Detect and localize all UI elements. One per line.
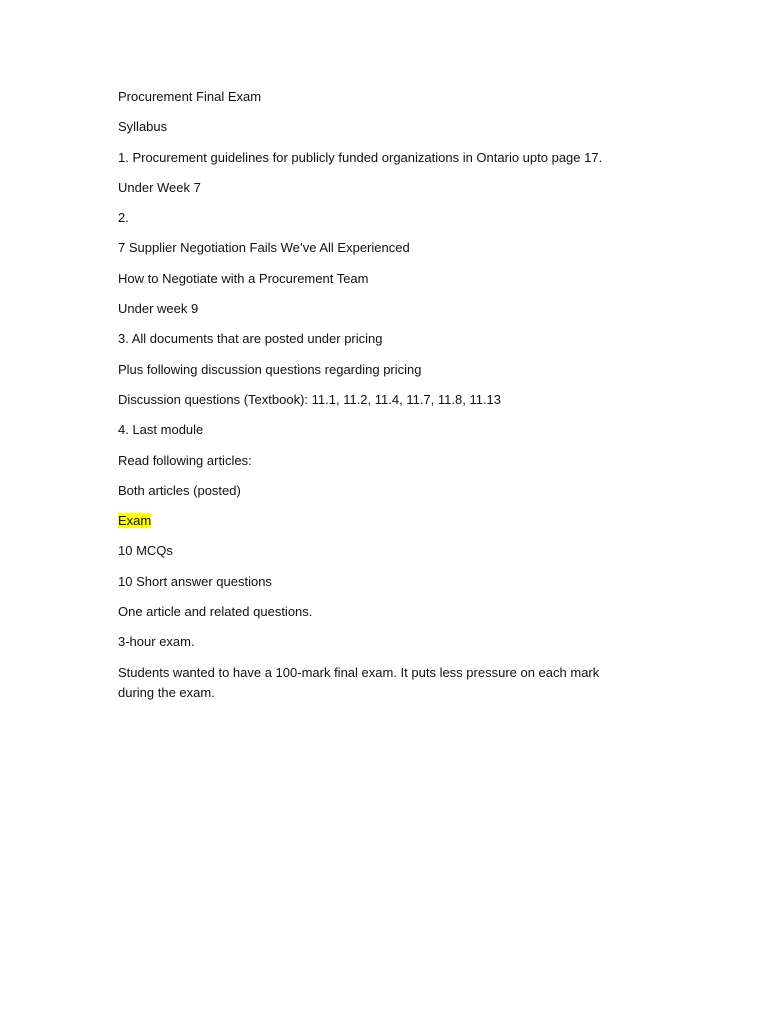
syllabus-note [118,481,633,502]
syllabus-item-1 [118,148,633,169]
paragraph-text: 10 MCQs [118,543,173,559]
paragraph-text: Plus following discussion questions regarding pricing [118,361,422,377]
section-heading-syllabus [118,117,633,138]
exam-detail [118,541,633,562]
paragraph-text: 4. Last module [118,422,204,438]
paragraph-text: 7 Supplier Negotiation Fails We’ve All Experienced [118,240,410,256]
syllabus-item-4 [118,420,633,441]
syllabus-note [118,451,633,472]
exam-note [118,663,633,704]
week-label [118,299,633,320]
paragraph-text: Under week 9 [118,301,199,317]
paragraph-text: Read following articles: [118,452,252,468]
paragraph-text: Procurement Final Exam [118,89,262,104]
paragraph-text: Discussion questions (Textbook): 11.1, 11.2, 11.4, 11.7, 11.8, 11.13 [118,391,502,407]
reading-title [118,238,633,259]
section-heading-exam [118,511,633,532]
exam-detail [118,602,633,623]
discussion-questions [118,390,633,411]
document-body [118,87,633,713]
paragraph-text: Under Week 7 [118,179,201,195]
paragraph-text: 2. [118,210,129,226]
paragraph-text: Students wanted to have a 100-mark final exam. It puts less pressure on each mark during the exam. [118,664,600,701]
syllabus-item-3 [118,329,633,350]
highlighted-text: Exam [118,513,152,529]
exam-detail [118,572,633,593]
paragraph-text: 3-hour exam. [118,634,195,650]
paragraph-text: 1. Procurement guidelines for publicly funded organizations in Ontario upto page 17. [118,149,603,165]
paragraph-text: Both articles (posted) [118,482,241,498]
exam-detail [118,632,633,653]
paragraph-text: 3. All documents that are posted under pricing [118,331,383,347]
paragraph-text: One article and related questions. [118,604,313,620]
syllabus-note [118,360,633,381]
week-label [118,178,633,199]
syllabus-item-2 [118,208,633,229]
paragraph-text: Syllabus [118,119,168,135]
paragraph-text: 10 Short answer questions [118,573,272,589]
paragraph-text: How to Negotiate with a Procurement Team [118,270,369,286]
document-title [118,87,633,108]
reading-title [118,269,633,290]
